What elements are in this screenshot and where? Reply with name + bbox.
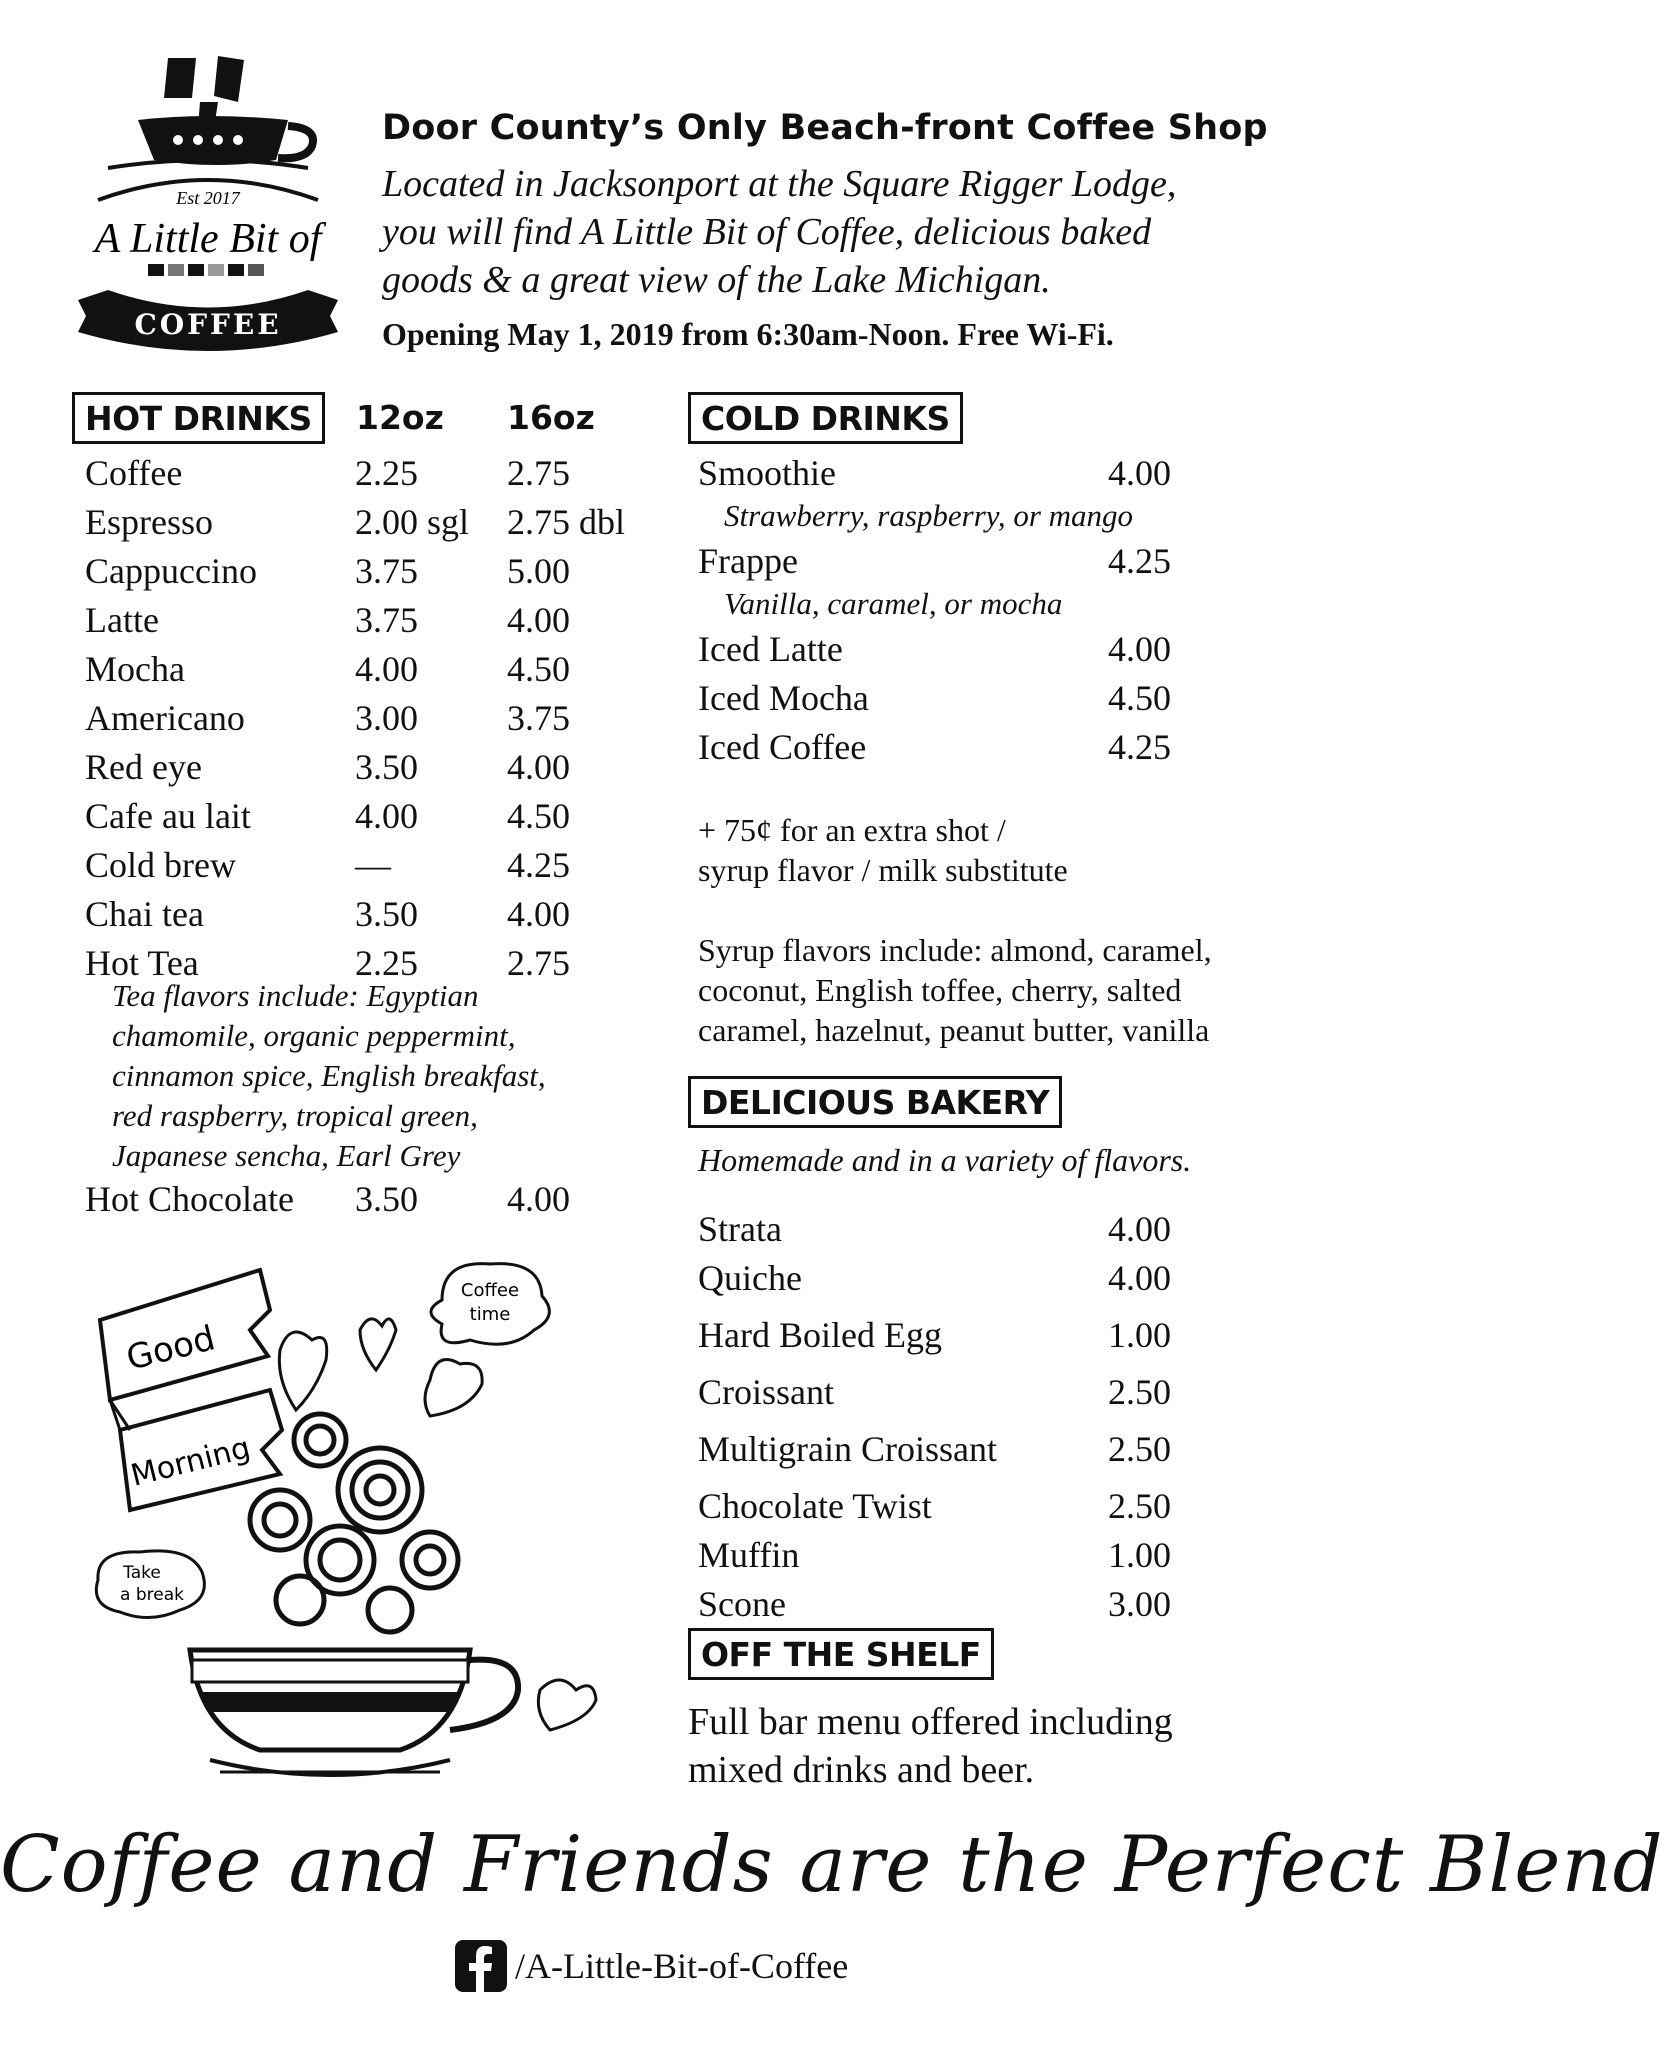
intro-line: goods & a great view of the Lake Michigan. <box>382 259 1051 301</box>
item-price-12oz: 3.50 <box>355 1179 418 1219</box>
facebook-url[interactable]: /A-Little-Bit-of-Coffee <box>515 1946 849 1986</box>
item-price-12oz: 4.00 <box>355 649 418 689</box>
item-price-16oz: 4.50 <box>507 649 570 689</box>
item-price: 2.50 <box>1108 1372 1171 1412</box>
bakery-heading: DELICIOUS BAKERY <box>688 1076 1062 1128</box>
item-price: 4.00 <box>1108 1209 1171 1249</box>
tea-note-line: red raspberry, tropical green, <box>112 1098 478 1133</box>
item-name: Muffin <box>698 1535 800 1575</box>
facebook-icon <box>455 1940 507 1992</box>
item-name: Strata <box>698 1209 782 1249</box>
item-price-16oz: 2.75 <box>507 943 570 983</box>
facebook-link[interactable] <box>455 1938 848 1994</box>
item-price: 4.25 <box>1108 727 1171 767</box>
coffee-cup-illustration <box>90 1260 650 1800</box>
item-price: 1.00 <box>1108 1315 1171 1355</box>
item-name: Chocolate Twist <box>698 1486 932 1526</box>
item-name: Frappe <box>698 541 798 581</box>
size-12oz-heading: 12oz <box>356 398 444 437</box>
item-name: Smoothie <box>698 453 837 493</box>
item-price-16oz: 5.00 <box>507 551 570 591</box>
tagline: Door County’s Only Beach-front Coffee Shop <box>382 108 1268 148</box>
bubble-take-text: Take <box>123 1563 161 1583</box>
item-price-16oz: 2.75 <box>507 453 570 493</box>
smoothie-flavors: Strawberry, raspberry, or mango <box>724 498 1134 533</box>
item-price-12oz: 3.00 <box>355 698 418 738</box>
item-name: Americano <box>85 698 245 738</box>
item-name: Iced Latte <box>698 629 843 669</box>
logo-banner-text: COFFEE <box>134 308 282 341</box>
item-price: 4.00 <box>1108 1258 1171 1298</box>
item-name: Cappuccino <box>85 551 257 591</box>
item-price-12oz: 3.75 <box>355 600 418 640</box>
item-name: Iced Mocha <box>698 678 869 718</box>
coffee-time-bubble <box>431 1264 549 1345</box>
item-price: 4.50 <box>1108 678 1171 718</box>
item-name: Iced Coffee <box>698 727 867 767</box>
ribbon-morning-text: Morning <box>127 1430 254 1494</box>
intro-text <box>382 160 1262 304</box>
hot-drinks-heading: HOT DRINKS <box>72 392 325 444</box>
item-price: 1.00 <box>1108 1535 1171 1575</box>
item-name: Espresso <box>85 502 213 542</box>
tea-note-line: cinnamon spice, English breakfast, <box>112 1058 546 1093</box>
item-price-16oz: 4.00 <box>507 747 570 787</box>
item-price-16oz: 4.00 <box>507 600 570 640</box>
intro-line: Located in Jacksonport at the Square Rigger Lodge, <box>382 163 1177 205</box>
item-price-12oz: 3.50 <box>355 894 418 934</box>
size-16oz-heading: 16oz <box>507 398 595 437</box>
item-price-12oz: 2.25 <box>355 943 418 983</box>
item-name: Mocha <box>85 649 185 689</box>
logo-name-text: A Little Bit of <box>94 216 322 262</box>
syrup-flavors-line: caramel, hazelnut, peanut butter, vanilla <box>698 1012 1210 1048</box>
item-name: Hot Tea <box>85 943 199 983</box>
item-name: Cold brew <box>85 845 236 885</box>
item-name: Coffee <box>85 453 183 493</box>
item-name: Hot Chocolate <box>85 1179 294 1219</box>
item-price-16oz: 4.00 <box>507 894 570 934</box>
bubble-break-text: a break <box>120 1585 184 1605</box>
item-price-16oz: 4.25 <box>507 845 570 885</box>
logo-est-text: Est 2017 <box>176 188 240 208</box>
item-price: 2.50 <box>1108 1486 1171 1526</box>
bakery-subtitle: Homemade and in a variety of flavors. <box>698 1142 1192 1178</box>
item-price-12oz: 2.00 sgl <box>355 502 470 542</box>
item-price: 4.00 <box>1108 629 1171 669</box>
tea-note-line: chamomile, organic peppermint, <box>112 1018 516 1053</box>
shelf-line: mixed drinks and beer. <box>688 1749 1035 1791</box>
item-price: 4.00 <box>1108 453 1171 493</box>
good-morning-ribbon <box>100 1270 282 1510</box>
item-price-16oz: 4.50 <box>507 796 570 836</box>
shelf-line: Full bar menu offered including <box>688 1701 1173 1743</box>
item-price: 2.50 <box>1108 1429 1171 1469</box>
item-price: 3.00 <box>1108 1584 1171 1624</box>
item-name: Multigrain Croissant <box>698 1429 997 1469</box>
tea-note-line: Japanese sencha, Earl Grey <box>112 1138 461 1173</box>
item-name: Red eye <box>85 747 202 787</box>
syrup-flavors-line: coconut, English toffee, cherry, salted <box>698 972 1182 1008</box>
item-price-12oz: 3.50 <box>355 747 418 787</box>
item-price-12oz: 4.00 <box>355 796 418 836</box>
item-name: Latte <box>85 600 159 640</box>
item-name: Hard Boiled Egg <box>698 1315 942 1355</box>
item-price-16oz: 4.00 <box>507 1179 570 1219</box>
frappe-flavors: Vanilla, caramel, or mocha <box>724 586 1063 621</box>
item-price-16oz: 3.75 <box>507 698 570 738</box>
cold-drinks-heading: COLD DRINKS <box>688 392 963 444</box>
item-name: Cafe au lait <box>85 796 251 836</box>
item-price-12oz: 3.75 <box>355 551 418 591</box>
tea-note-line: Tea flavors include: Egyptian <box>112 978 479 1013</box>
off-the-shelf-heading: OFF THE SHELF <box>688 1628 994 1680</box>
item-name: Croissant <box>698 1372 835 1412</box>
item-price-16oz: 2.75 dbl <box>507 502 626 542</box>
opening-info: Opening May 1, 2019 from 6:30am-Noon. Free Wi-Fi. <box>382 316 1114 352</box>
item-price: 4.25 <box>1108 541 1171 581</box>
ribbon-good-text: Good <box>122 1318 220 1379</box>
slogan: Coffee and Friends are the Perfect Blend <box>0 1820 1664 1910</box>
shop-logo <box>68 50 348 370</box>
item-price-12oz: 2.25 <box>355 453 418 493</box>
extra-shot-note: syrup flavor / milk substitute <box>698 852 1068 888</box>
take-a-break-bubble <box>96 1551 204 1618</box>
item-name: Quiche <box>698 1258 802 1298</box>
extra-shot-note: + 75¢ for an extra shot / <box>698 812 1006 848</box>
item-price-12oz: — <box>355 845 391 885</box>
item-name: Scone <box>698 1584 786 1624</box>
item-name: Chai tea <box>85 894 204 934</box>
bubble-coffee-text: Coffee <box>460 1280 520 1301</box>
intro-line: you will find A Little Bit of Coffee, delicious baked <box>382 211 1152 253</box>
bubble-time-text: time <box>469 1304 511 1325</box>
syrup-flavors-line: Syrup flavors include: almond, caramel, <box>698 932 1212 968</box>
